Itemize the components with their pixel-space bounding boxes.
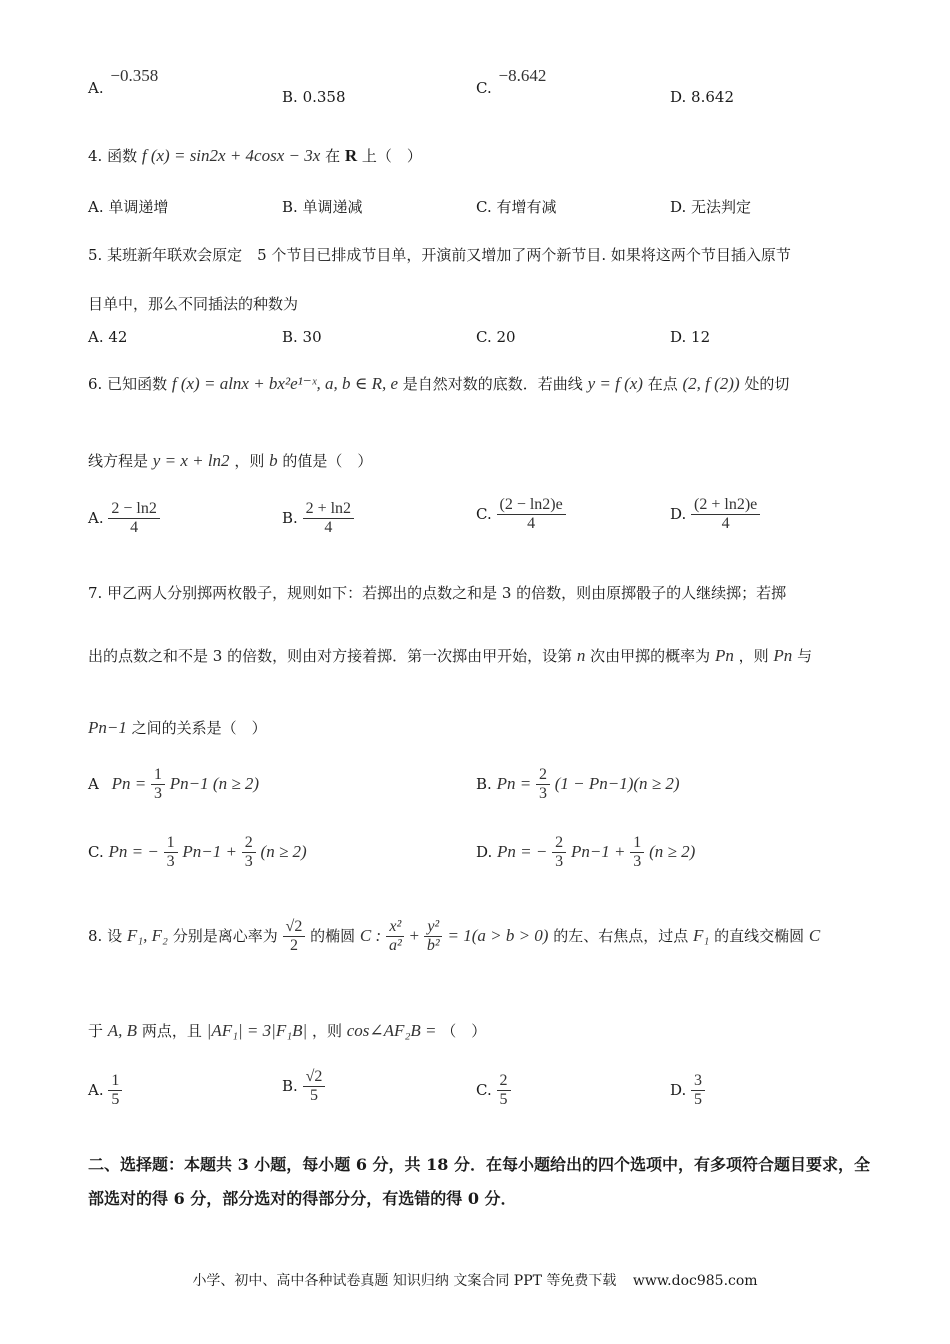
numerator: 1 — [108, 1072, 122, 1091]
fraction — [386, 918, 405, 956]
denominator: 4 — [721, 515, 730, 533]
formula: f (x) = sin2x + 4cosx − 3x — [141, 146, 321, 165]
text: 在 — [325, 147, 341, 165]
numerator: 2 — [552, 834, 566, 853]
formula: Pn = − — [108, 841, 159, 861]
variable: b — [269, 451, 278, 470]
question-6-line1 — [88, 373, 789, 394]
q4-option-d: D. 无法判定 — [670, 198, 752, 216]
fraction — [424, 918, 443, 956]
text: 的椭圆 — [310, 926, 356, 945]
option-label: B. — [282, 88, 298, 106]
question-5-line1: 5. 某班新年联欢会原定 5 个节目已排成节目单，开演前又增加了两个新节目. 如果将这两个节目插入原节 — [88, 246, 791, 264]
operator: + — [409, 925, 420, 945]
text: ，则 — [738, 647, 769, 665]
question-5-line2: 目单中，那么不同插法的种数为 — [88, 295, 299, 313]
question-number: 8. 设 — [88, 926, 123, 945]
q5-option-a: A. 42 — [88, 328, 128, 346]
option-label: D. — [476, 842, 493, 861]
option-label: B. — [282, 508, 298, 527]
option-value: −0.358 — [110, 66, 159, 85]
formula: cos∠AF₂B = — [346, 1021, 437, 1040]
option-label: B. — [476, 774, 492, 793]
page-footer — [0, 1270, 950, 1290]
formula: Pn = — [496, 773, 532, 793]
footer-text: 小学、初中、高中各种试卷真题 知识归纳 文案合同 PPT 等免费下载 — [192, 1273, 617, 1289]
text: ，则 — [234, 452, 265, 470]
denominator: 4 — [324, 519, 333, 537]
option-label: C. — [88, 842, 104, 861]
formula: C : — [359, 925, 382, 945]
text: 于 — [88, 1022, 104, 1040]
q6-option-d — [670, 496, 760, 534]
q3-option-d — [670, 88, 734, 106]
question-7-line1: 7. 甲乙两人分别掷两枚骰子，规则如下：若掷出的点数之和是 3 的倍数，则由原掷骰子的人继续掷；若掷 — [88, 584, 787, 602]
denominator: 3 — [538, 785, 547, 803]
numerator: 1 — [630, 834, 644, 853]
option-label: B. — [282, 1076, 298, 1095]
text: 的值是（ ） — [282, 452, 373, 470]
text: 线方程是 — [88, 452, 149, 470]
formula: (n ≥ 2) — [260, 841, 307, 861]
formula: (2, f (2)) — [682, 374, 740, 393]
variable: C — [808, 925, 821, 945]
text: 次由甲掷的概率为 — [590, 647, 711, 665]
numerator: 1 — [164, 834, 178, 853]
option-label: A. — [88, 79, 104, 97]
denominator: 3 — [555, 853, 564, 871]
denominator: a² — [388, 937, 402, 955]
option-label: D. — [670, 1080, 687, 1099]
question-8-line1 — [88, 918, 820, 956]
text: 与 — [797, 647, 813, 665]
question-8-line2 — [88, 1020, 486, 1041]
formula: Pn = — [111, 773, 147, 793]
option-value: 0.358 — [302, 88, 346, 106]
fraction — [283, 918, 306, 956]
text: 的直线交椭圆 — [714, 926, 805, 945]
denominator: 5 — [499, 1091, 508, 1109]
text: 出的点数之和不是 3 的倍数，则由对方接着掷．第一次掷由甲开始，设第 — [88, 647, 573, 665]
formula: (n ≥ 2) — [649, 841, 696, 861]
option-label: C. — [476, 504, 492, 523]
option-label: A — [88, 774, 99, 793]
q4-option-a: A. 单调递增 — [88, 198, 169, 216]
fraction — [303, 500, 354, 538]
variable: Pn — [773, 646, 793, 665]
numerator: 2 — [497, 1072, 511, 1091]
text: 两点，且 — [141, 1022, 202, 1040]
q7-option-a — [88, 766, 259, 804]
formula: Pn = − — [497, 841, 548, 861]
q6-option-a — [88, 500, 160, 538]
text: 分别是离心率为 — [172, 926, 278, 945]
q7-option-b — [476, 766, 680, 804]
question-6-line2 — [88, 450, 372, 471]
numerator: 2 − ln2 — [108, 500, 159, 519]
denominator: b² — [426, 937, 440, 955]
text: 上（ ） — [361, 147, 422, 165]
q7-option-c — [88, 834, 307, 872]
numerator: √2 — [303, 1068, 326, 1087]
q6-option-c — [476, 496, 566, 534]
option-label: A. — [88, 1080, 104, 1099]
option-value: −8.642 — [498, 66, 547, 85]
formula: |AF₁| = 3|F₁B| — [206, 1021, 308, 1040]
question-7-line3 — [88, 717, 267, 738]
denominator: 3 — [154, 785, 163, 803]
q4-option-c: C. 有增有减 — [476, 198, 557, 216]
q8-option-b — [282, 1068, 325, 1106]
formula: F₁, F₂ — [126, 925, 168, 945]
numerator: (2 − ln2)e — [497, 496, 566, 515]
numerator: 3 — [691, 1072, 705, 1091]
numerator: 1 — [151, 766, 165, 785]
formula: Pn−1 (n ≥ 2) — [169, 773, 260, 793]
denominator: 5 — [694, 1091, 703, 1109]
fraction — [630, 834, 644, 872]
denominator: 3 — [166, 853, 175, 871]
q5-option-d: D. 12 — [670, 328, 711, 346]
denominator: 5 — [309, 1087, 318, 1105]
numerator: (2 + ln2)e — [691, 496, 760, 515]
fraction — [497, 496, 566, 534]
text: 的左、右焦点，过点 — [553, 926, 689, 945]
fraction — [497, 1072, 511, 1110]
denominator: 3 — [244, 853, 253, 871]
formula: Pn−1 + — [570, 841, 626, 861]
denominator: 5 — [111, 1091, 120, 1109]
q4-option-b: B. 单调递减 — [282, 198, 363, 216]
footer-link[interactable]: www.doc985.com — [632, 1273, 758, 1289]
section-heading: 二、选择题：本题共 3 小题，每小题 6 分，共 18 分．在每小题给出的四个选项中，有多项符合题目要求，全部选对的得 6 分，部分选对的得部分分，有选错的得 0 分． — [88, 1155, 870, 1208]
set-symbol: R — [344, 146, 358, 165]
question-number: 6. 已知函数 — [88, 375, 168, 393]
q7-option-d — [476, 834, 695, 872]
variable: F₁ — [693, 925, 710, 945]
formula: A, B — [107, 1021, 138, 1040]
text: ，则 — [311, 1022, 342, 1040]
option-label: D. — [670, 504, 687, 523]
formula: = 1(a > b > 0) — [447, 925, 549, 945]
q8-option-c — [476, 1072, 511, 1110]
numerator: 2 — [536, 766, 550, 785]
numerator: √2 — [283, 918, 306, 937]
numerator: 2 + ln2 — [303, 500, 354, 519]
fraction — [536, 766, 550, 804]
formula: Pn−1 + — [182, 841, 237, 861]
denominator: 4 — [527, 515, 536, 533]
q3-option-c — [476, 66, 547, 98]
option-label: D. — [670, 88, 687, 106]
option-value: 8.642 — [691, 88, 734, 106]
fraction — [164, 834, 178, 872]
q3-option-a — [88, 66, 159, 98]
variable: Pn — [714, 646, 734, 665]
q5-option-b: B. 30 — [282, 328, 322, 346]
text: 在点 — [647, 375, 678, 393]
numerator: y² — [424, 918, 442, 937]
denominator: 2 — [289, 937, 298, 955]
q8-option-d — [670, 1072, 705, 1110]
fraction — [108, 1072, 122, 1110]
q6-option-b — [282, 500, 354, 538]
text: 是自然对数的底数．若曲线 — [402, 375, 583, 393]
formula: y = f (x) — [587, 374, 643, 393]
text: 处的切 — [744, 375, 790, 393]
denominator: 4 — [130, 519, 139, 537]
text: 之间的关系是（ ） — [131, 719, 267, 737]
fraction — [552, 834, 566, 872]
fraction — [108, 500, 159, 538]
formula: y = x + ln2 — [152, 451, 230, 470]
fraction — [691, 1072, 705, 1110]
variable: n — [576, 646, 586, 665]
option-label: A. — [88, 508, 104, 527]
fraction — [303, 1068, 326, 1106]
question-7-line2 — [88, 645, 812, 666]
fraction — [151, 766, 165, 804]
text: （ ） — [441, 1022, 487, 1040]
q8-option-a — [88, 1072, 122, 1110]
denominator: 3 — [633, 853, 642, 871]
fraction — [242, 834, 256, 872]
question-4-stem — [88, 145, 422, 166]
numerator: x² — [386, 918, 404, 937]
formula: f (x) = alnx + bx²e¹⁻ˣ, a, b ∈ R, e — [171, 374, 398, 393]
option-label: C. — [476, 1080, 492, 1099]
q5-option-c: C. 20 — [476, 328, 516, 346]
q3-option-b — [282, 88, 346, 106]
numerator: 2 — [242, 834, 256, 853]
fraction — [691, 496, 760, 534]
variable: Pn−1 — [88, 718, 127, 737]
question-number: 4. 函数 — [88, 147, 138, 165]
option-label: C. — [476, 79, 492, 97]
formula: (1 − Pn−1)(n ≥ 2) — [554, 773, 680, 793]
